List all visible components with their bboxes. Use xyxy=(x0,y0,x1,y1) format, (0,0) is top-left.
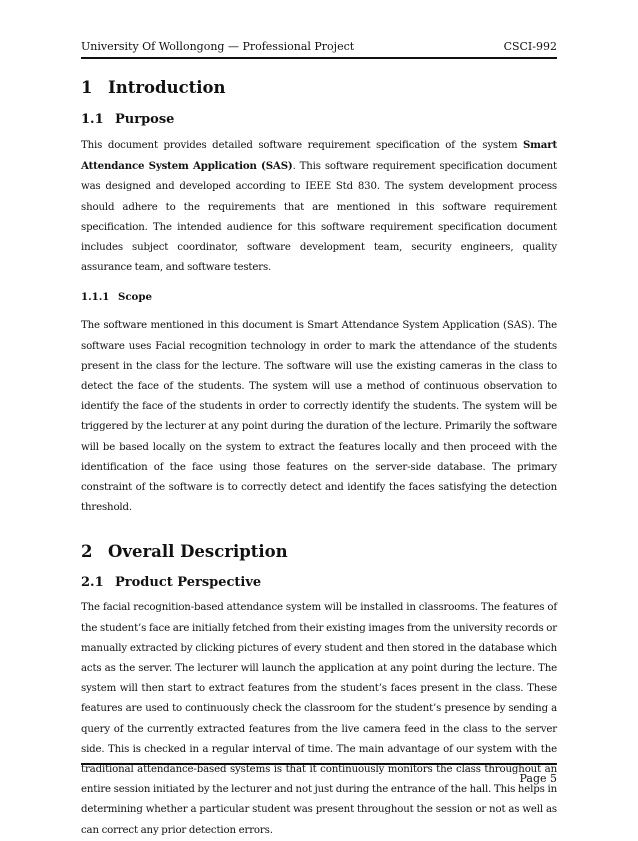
header-left: University Of Wollongong — Professional Project xyxy=(81,40,355,53)
section-introduction-heading xyxy=(81,76,557,100)
header-right: CSCI-992 xyxy=(503,40,557,53)
subsection-product-perspective-heading xyxy=(81,574,557,592)
page-number: Page 5 xyxy=(519,772,557,785)
purpose-text-end: . This software requirement specification document was designed and developed according to IEEE Std 830. The system development process should adhere to the requirements that are mentioned in this software requirement specification. The intended audience for this software requirement specification document includes subject coordinator, software development team, security engineers, quality assurance team, and software testers. xyxy=(81,161,557,274)
system-name-bold: Smart Attendance System Application (SAS) xyxy=(81,139,557,173)
scope-paragraph: The software mentioned in this document is Smart Attendance System Application (SAS). The software uses Facial recognition technology in order to mark the attendance of the students present in the class for the lecture. The software will use the existing cameras in the class to detect the face of the students. The system will use a method of continuous observation to identify the face of the students in order to correctly identify the students. The system will be triggered by the lecturer at any point during the duration of the lecture. Primarily the software will be based locally on the system to extract the features locally and then proceed with the identification of the face using those features on the server-side database. The primary constraint of the software is to correctly detect and identify the faces satisfying the detection threshold. xyxy=(81,320,557,514)
section-title: Overall Description xyxy=(108,542,288,562)
section-number: 2 xyxy=(81,542,93,562)
subsection-number: 1.1 xyxy=(81,112,104,127)
subsection-purpose-heading xyxy=(81,111,557,129)
subsubsection-number: 1.1.1 xyxy=(81,291,110,304)
running-header xyxy=(81,40,557,54)
subsection-title: Product Perspective xyxy=(115,575,262,591)
section-title: Introduction xyxy=(108,78,226,97)
header-rule xyxy=(81,57,557,59)
subsubsection-title: Scope xyxy=(118,291,152,304)
subsection-number: 2.1 xyxy=(81,575,104,591)
subsubsection-scope-heading xyxy=(81,290,557,304)
page-content xyxy=(81,76,557,841)
subsection-title: Purpose xyxy=(115,112,175,127)
section-number: 1 xyxy=(81,78,93,97)
section-overall-description-heading xyxy=(81,540,557,564)
purpose-paragraph xyxy=(81,135,557,278)
purpose-text-start: This document provides detailed software requirement specification of the system xyxy=(81,140,523,151)
product-perspective-paragraph: The facial recognition-based attendance system will be installed in classrooms. The features of the student’s face are initially fetched from their existing images from the university records or manually extracted by clicking pictures of every student and then stored in the database which acts as the server. The lecturer will launch the application at any point during the lecture. The system will then start to extract features from the student’s faces present in the class. These features are used to continuously check the classroom for the student’s presence by sending a query of the currently extracted features from the live camera feed in the class to the server side. This is checked in a regular interval of time. The main advantage of our system with the traditional attendance-based systems is that it continuously monitors the class throughout an entire session initiated by the lecturer and not just during the entrance of the hall. This helps in determining whether a particular student was present throughout the session or not as well as can correct any prior detection errors. xyxy=(81,602,557,836)
footer-rule xyxy=(81,763,557,765)
